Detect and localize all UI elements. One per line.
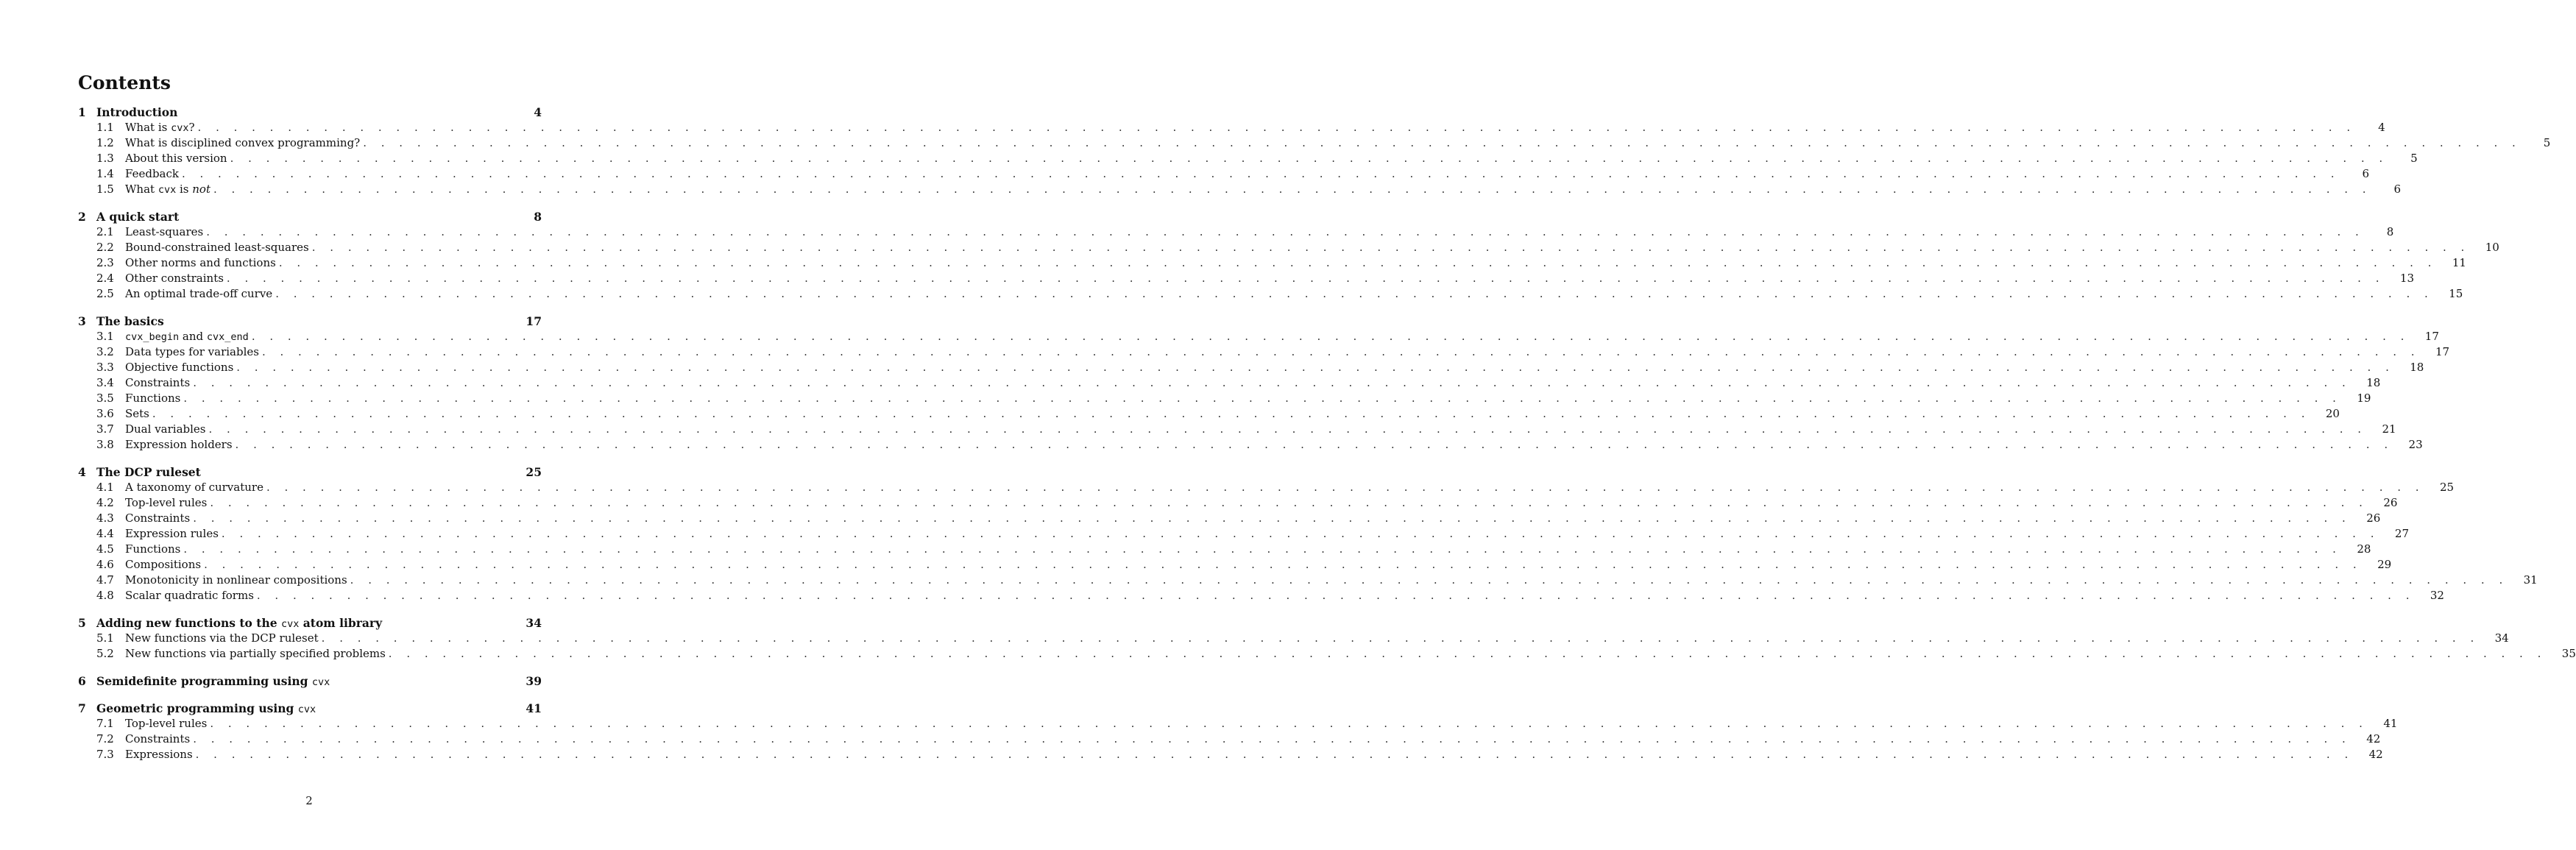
dot-leader: . . . . . . . . . . . . . . . . . . . . . . . . . . . . . . . . . . . . . . . . . . . . . . . . . . . . . . . . . . . . . . . . . . . . . . . . . . . . . . . . . . . . . . . . . . . . . . . . . . . . . . . . . . . . . . . . . . . . . . . .: [206, 225, 2365, 238]
section-page-number: 42: [2368, 748, 2383, 761]
chapter-spacer: [78, 603, 542, 615]
dot-leader: . . . . . . . . . . . . . . . . . . . . . . . . . . . . . . . . . . . . . . . . . . . . . . . . . . . . . . . . . . . . . . . . . . . . . . . . . . . . . . . . . . . . . . . . . . . . . . . . . . . . . . . . . . . . . . . . . . . . . . . .: [261, 345, 2421, 358]
section-number: 2.4: [96, 272, 114, 285]
toc-section-entry[interactable]: [78, 375, 2381, 391]
chapter-title: [96, 615, 526, 632]
section-title: [125, 422, 209, 437]
title-fragment: Constraints: [125, 376, 191, 389]
section-page-number: 25: [2439, 481, 2455, 494]
chapter-spacer: [78, 197, 542, 209]
toc-chapter: [78, 615, 2576, 662]
toc-section-entry[interactable]: [78, 557, 2392, 573]
chapter-title: [96, 464, 526, 480]
section-title: [125, 360, 236, 375]
section-page-number: 35: [2561, 647, 2576, 660]
chapter-title: [96, 701, 526, 718]
chapter-page-number: 8: [534, 210, 542, 224]
title-fragment: cvx_end: [206, 331, 249, 343]
section-number: 4.2: [96, 496, 114, 509]
title-fragment: Geometric programming using: [96, 701, 298, 715]
toc-section-entry[interactable]: [78, 329, 2439, 344]
toc-chapter: [78, 314, 2450, 453]
dot-leader: . . . . . . . . . . . . . . . . . . . . . . . . . . . . . . . . . . . . . . . . . . . . . . . . . . . . . . . . . . . . . . . . . . . . . . . . . . . . . . . . . . . . . . . . . . . . . . . . . . . . . . . . . . . . . . . . . . . . . . . .: [210, 496, 2368, 509]
chapter-number: 3: [78, 314, 86, 328]
title-fragment: cvx: [297, 704, 316, 715]
toc-section-entry[interactable]: [78, 344, 2450, 360]
section-number: 7.2: [96, 732, 114, 745]
section-number: 7.3: [96, 748, 114, 761]
title-fragment: cvx: [171, 122, 189, 134]
chapter-number: 4: [78, 465, 86, 479]
dot-leader: . . . . . . . . . . . . . . . . . . . . . . . . . . . . . . . . . . . . . . . . . . . . . . . . . . . . . . . . . . . . . . . . . . . . . . . . . . . . . . . . . . . . . . . . . . . . . . . . . . . . . . . . . . . . . . . . . . . . . . . .: [181, 167, 2340, 180]
title-fragment: Semidefinite programming using: [96, 674, 312, 688]
title-fragment: An optimal trade-off curve: [125, 287, 273, 300]
title-fragment: ?: [188, 121, 195, 134]
dot-leader: . . . . . . . . . . . . . . . . . . . . . . . . . . . . . . . . . . . . . . . . . . . . . . . . . . . . . . . . . . . . . . . . . . . . . . . . . . . . . . . . . . . . . . . . . . . . . . . . . . . . . . . . . . . . . . . . . . . . . . . .: [251, 330, 2410, 343]
section-number: 3.7: [96, 422, 114, 436]
section-title: [125, 344, 262, 360]
section-title: [125, 646, 389, 662]
section-title: [125, 480, 266, 495]
title-fragment: cvx: [311, 676, 330, 688]
page-title: Contents: [78, 72, 171, 93]
section-number: 1.4: [96, 167, 114, 180]
section-page-number: 32: [2430, 589, 2444, 602]
toc-section-entry[interactable]: [78, 360, 2424, 375]
title-fragment: Monotonicity in nonlinear compositions: [125, 573, 347, 587]
dot-leader: . . . . . . . . . . . . . . . . . . . . . . . . . . . . . . . . . . . . . . . . . . . . . . . . . . . . . . . . . . . . . . . . . . . . . . . . . . . . . . . . . . . . . . . . . . . . . . . . . . . . . . . . . . . . . . . . . . . . . . . .: [256, 589, 2415, 602]
section-number: 3.6: [96, 407, 114, 420]
chapter-title: [96, 314, 526, 329]
toc-section-entry[interactable]: [78, 747, 2383, 762]
section-title: [125, 135, 363, 151]
toc-section-entry[interactable]: [78, 182, 2402, 197]
section-number: 3.8: [96, 438, 114, 451]
toc-chapter-entry[interactable]: [78, 209, 542, 224]
dot-leader: . . . . . . . . . . . . . . . . . . . . . . . . . . . . . . . . . . . . . . . . . . . . . . . . . . . . . . . . . . . . . . . . . . . . . . . . . . . . . . . . . . . . . . . . . . . . . . . . . . . . . . . . . . . . . . . . . . . . . . . .: [275, 287, 2434, 300]
table-of-contents: [78, 105, 2576, 762]
section-page-number: 27: [2394, 527, 2409, 540]
section-number: 2.5: [96, 287, 114, 300]
section-number: 4.1: [96, 481, 114, 494]
dot-leader: . . . . . . . . . . . . . . . . . . . . . . . . . . . . . . . . . . . . . . . . . . . . . . . . . . . . . . . . . . . . . . . . . . . . . . . . . . . . . . . . . . . . . . . . . . . . . . . . . . . . . . . . . . . . . . . . . . . . . . . .: [226, 272, 2385, 285]
toc-section-entry[interactable]: [78, 646, 2576, 662]
toc-chapter: [78, 673, 542, 689]
chapter-page-number: 17: [526, 314, 542, 328]
title-fragment: Dual variables: [125, 422, 206, 436]
chapter-page-number: 34: [526, 616, 542, 630]
section-title: [125, 271, 227, 286]
section-title: [125, 255, 279, 271]
dot-leader: . . . . . . . . . . . . . . . . . . . . . . . . . . . . . . . . . . . . . . . . . . . . . . . . . . . . . . . . . . . . . . . . . . . . . . . . . . . . . . . . . . . . . . . . . . . . . . . . . . . . . . . . . . . . . . . . . . . . . . . .: [183, 542, 2342, 556]
section-number: 4.4: [96, 527, 114, 540]
dot-leader: . . . . . . . . . . . . . . . . . . . . . . . . . . . . . . . . . . . . . . . . . . . . . . . . . . . . . . . . . . . . . . . . . . . . . . . . . . . . . . . . . . . . . . . . . . . . . . . . . . . . . . . . . . . . . . . . . . . . . . . .: [210, 717, 2368, 730]
section-title: [125, 716, 210, 732]
title-fragment: cvx_begin: [125, 331, 180, 343]
toc-section-entry[interactable]: [78, 391, 2371, 406]
section-title: [125, 166, 182, 182]
toc-section-entry[interactable]: [78, 437, 2423, 453]
chapter-page-number: 25: [526, 465, 542, 479]
title-fragment: atom library: [299, 616, 383, 630]
toc-chapter-entry[interactable]: [78, 673, 542, 689]
section-number: 3.3: [96, 361, 114, 374]
toc-section-entry[interactable]: [78, 588, 2444, 603]
title-fragment: is: [176, 183, 193, 196]
section-title: [125, 495, 210, 511]
dot-leader: . . . . . . . . . . . . . . . . . . . . . . . . . . . . . . . . . . . . . . . . . . . . . . . . . . . . . . . . . . . . . . . . . . . . . . . . . . . . . . . . . . . . . . . . . . . . . . . . . . . . . . . . . . . . . . . . . . . . . . . .: [193, 376, 2352, 389]
section-title: [125, 526, 222, 542]
title-fragment: The basics: [96, 314, 164, 328]
toc-section-entry[interactable]: [78, 542, 2371, 557]
section-title: [125, 747, 196, 762]
section-page-number: 15: [2449, 287, 2463, 300]
section-title: [125, 557, 204, 573]
section-title: [125, 391, 183, 406]
toc-section-entry[interactable]: [78, 271, 2414, 286]
dot-leader: . . . . . . . . . . . . . . . . . . . . . . . . . . . . . . . . . . . . . . . . . . . . . . . . . . . . . . . . . . . . . . . . . . . . . . . . . . . . . . . . . . . . . . . . . . . . . . . . . . . . . . . . . . . . . . . . . . . . . . . .: [208, 422, 2367, 436]
toc-chapter: [78, 701, 2398, 762]
title-fragment: Feedback: [125, 167, 179, 180]
title-fragment: Least-squares: [125, 225, 204, 238]
title-fragment: A taxonomy of curvature: [125, 481, 263, 494]
chapter-spacer: [78, 662, 542, 673]
section-title: [125, 120, 198, 136]
title-fragment: and: [179, 330, 207, 343]
chapter-number: 6: [78, 674, 86, 688]
section-page-number: 29: [2377, 558, 2392, 571]
dot-leader: . . . . . . . . . . . . . . . . . . . . . . . . . . . . . . . . . . . . . . . . . . . . . . . . . . . . . . . . . . . . . . . . . . . . . . . . . . . . . . . . . . . . . . . . . . . . . . . . . . . . . . . . . . . . . . . . . . . . . . . .: [197, 121, 2356, 134]
dot-leader: . . . . . . . . . . . . . . . . . . . . . . . . . . . . . . . . . . . . . . . . . . . . . . . . . . . . . . . . . . . . . . . . . . . . . . . . . . . . . . . . . . . . . . . . . . . . . . . . . . . . . . . . . . . . . . . . . . . . . . . .: [278, 256, 2437, 269]
section-number: 3.4: [96, 376, 114, 389]
section-page-number: 19: [2357, 392, 2371, 405]
section-page-number: 11: [2452, 256, 2466, 269]
toc-section-entry[interactable]: [78, 286, 2463, 302]
toc-chapter: [78, 464, 2538, 603]
title-fragment: Objective functions: [125, 361, 234, 374]
title-fragment: Scalar quadratic forms: [125, 589, 254, 602]
toc-chapter-entry[interactable]: [78, 105, 542, 120]
dot-leader: . . . . . . . . . . . . . . . . . . . . . . . . . . . . . . . . . . . . . . . . . . . . . . . . . . . . . . . . . . . . . . . . . . . . . . . . . . . . . . . . . . . . . . . . . . . . . . . . . . . . . . . . . . . . . . . . . . . . . . . .: [388, 647, 2547, 660]
toc-section-entry[interactable]: [78, 716, 2398, 732]
title-fragment: Other constraints: [125, 272, 224, 285]
dot-leader: . . . . . . . . . . . . . . . . . . . . . . . . . . . . . . . . . . . . . . . . . . . . . . . . . . . . . . . . . . . . . . . . . . . . . . . . . . . . . . . . . . . . . . . . . . . . . . . . . . . . . . . . . . . . . . . . . . . . . . . .: [311, 241, 2470, 254]
toc-section-entry[interactable]: [78, 135, 2551, 151]
chapter-number: 2: [78, 210, 86, 224]
dot-leader: . . . . . . . . . . . . . . . . . . . . . . . . . . . . . . . . . . . . . . . . . . . . . . . . . . . . . . . . . . . . . . . . . . . . . . . . . . . . . . . . . . . . . . . . . . . . . . . . . . . . . . . . . . . . . . . . . . . . . . . .: [213, 183, 2372, 196]
section-title: [125, 588, 257, 603]
toc-section-entry[interactable]: [78, 573, 2538, 588]
section-title: [125, 437, 236, 453]
title-fragment: Sets: [125, 407, 149, 420]
dot-leader: . . . . . . . . . . . . . . . . . . . . . . . . . . . . . . . . . . . . . . . . . . . . . . . . . . . . . . . . . . . . . . . . . . . . . . . . . . . . . . . . . . . . . . . . . . . . . . . . . . . . . . . . . . . . . . . . . . . . . . . .: [221, 527, 2379, 540]
section-title: [125, 329, 252, 345]
section-page-number: 26: [2366, 511, 2381, 525]
section-page-number: 41: [2383, 717, 2398, 730]
toc-section-entry[interactable]: [78, 480, 2455, 495]
chapter-number: 1: [78, 105, 86, 119]
title-fragment: cvx: [158, 184, 177, 196]
dot-leader: . . . . . . . . . . . . . . . . . . . . . . . . . . . . . . . . . . . . . . . . . . . . . . . . . . . . . . . . . . . . . . . . . . . . . . . . . . . . . . . . . . . . . . . . . . . . . . . . . . . . . . . . . . . . . . . . . . . . . . . .: [235, 438, 2393, 451]
section-title: [125, 240, 312, 255]
chapter-spacer: [78, 453, 542, 464]
section-page-number: 6: [2393, 183, 2402, 196]
section-title: [125, 406, 152, 422]
chapter-title: [96, 673, 526, 690]
toc-section-entry[interactable]: [78, 166, 2370, 182]
section-title: [125, 573, 350, 588]
section-number: 4.3: [96, 511, 114, 525]
toc-chapter-entry[interactable]: [78, 615, 542, 631]
toc-chapter-entry[interactable]: [78, 701, 542, 716]
section-number: 5.2: [96, 647, 114, 660]
title-fragment: New functions via partially specified problems: [125, 647, 386, 660]
page-number: 2: [305, 794, 313, 807]
section-title: [125, 542, 183, 557]
section-page-number: 26: [2383, 496, 2398, 509]
toc-chapter: [78, 209, 2499, 302]
section-page-number: 21: [2382, 422, 2396, 436]
dot-leader: . . . . . . . . . . . . . . . . . . . . . . . . . . . . . . . . . . . . . . . . . . . . . . . . . . . . . . . . . . . . . . . . . . . . . . . . . . . . . . . . . . . . . . . . . . . . . . . . . . . . . . . . . . . . . . . . . . . . . . . .: [350, 573, 2508, 587]
title-fragment: Other norms and functions: [125, 256, 276, 269]
section-page-number: 6: [2362, 167, 2370, 180]
title-fragment: not: [192, 183, 210, 196]
dot-leader: . . . . . . . . . . . . . . . . . . . . . . . . . . . . . . . . . . . . . . . . . . . . . . . . . . . . . . . . . . . . . . . . . . . . . . . . . . . . . . . . . . . . . . . . . . . . . . . . . . . . . . . . . . . . . . . . . . . . . . . .: [363, 136, 2522, 149]
chapter-page-number: 39: [526, 674, 542, 688]
section-page-number: 42: [2366, 732, 2381, 745]
title-fragment: About this version: [125, 152, 227, 165]
dot-leader: . . . . . . . . . . . . . . . . . . . . . . . . . . . . . . . . . . . . . . . . . . . . . . . . . . . . . . . . . . . . . . . . . . . . . . . . . . . . . . . . . . . . . . . . . . . . . . . . . . . . . . . . . . . . . . . . . . . . . . . .: [195, 748, 2354, 761]
dot-leader: . . . . . . . . . . . . . . . . . . . . . . . . . . . . . . . . . . . . . . . . . . . . . . . . . . . . . . . . . . . . . . . . . . . . . . . . . . . . . . . . . . . . . . . . . . . . . . . . . . . . . . . . . . . . . . . . . . . . . . . .: [183, 392, 2342, 405]
title-fragment: A quick start: [96, 210, 180, 224]
title-fragment: Functions: [125, 542, 181, 556]
title-fragment: Expressions: [125, 748, 193, 761]
section-page-number: 20: [2325, 407, 2340, 420]
toc-section-entry[interactable]: [78, 255, 2466, 271]
toc-section-entry[interactable]: [78, 224, 2394, 240]
title-fragment: Introduction: [96, 105, 178, 119]
chapter-title: [96, 105, 534, 120]
dot-leader: . . . . . . . . . . . . . . . . . . . . . . . . . . . . . . . . . . . . . . . . . . . . . . . . . . . . . . . . . . . . . . . . . . . . . . . . . . . . . . . . . . . . . . . . . . . . . . . . . . . . . . . . . . . . . . . . . . . . . . . .: [193, 511, 2352, 525]
section-number: 4.8: [96, 589, 114, 602]
dot-leader: . . . . . . . . . . . . . . . . . . . . . . . . . . . . . . . . . . . . . . . . . . . . . . . . . . . . . . . . . . . . . . . . . . . . . . . . . . . . . . . . . . . . . . . . . . . . . . . . . . . . . . . . . . . . . . . . . . . . . . . .: [204, 558, 2363, 571]
chapter-page-number: 4: [534, 105, 542, 119]
toc-section-entry[interactable]: [78, 151, 2418, 166]
section-page-number: 17: [2424, 330, 2439, 343]
section-number: 3.2: [96, 345, 114, 358]
toc-section-entry[interactable]: [78, 631, 2509, 646]
section-title: [125, 732, 193, 747]
section-title: [125, 511, 193, 526]
title-fragment: Adding new functions to the: [96, 616, 281, 630]
title-fragment: Constraints: [125, 511, 191, 525]
section-number: 3.5: [96, 392, 114, 405]
section-title: [125, 375, 193, 391]
chapter-number: 7: [78, 701, 86, 715]
title-fragment: Constraints: [125, 732, 191, 745]
chapter-title: [96, 209, 534, 224]
dot-leader: . . . . . . . . . . . . . . . . . . . . . . . . . . . . . . . . . . . . . . . . . . . . . . . . . . . . . . . . . . . . . . . . . . . . . . . . . . . . . . . . . . . . . . . . . . . . . . . . . . . . . . . . . . . . . . . . . . . . . . . .: [230, 152, 2388, 165]
section-page-number: 17: [2435, 345, 2450, 358]
section-number: 1.2: [96, 136, 114, 149]
toc-chapter: [78, 105, 2551, 197]
section-number: 1.3: [96, 152, 114, 165]
section-title: [125, 286, 275, 302]
title-fragment: What is: [125, 121, 171, 134]
title-fragment: The DCP ruleset: [96, 465, 201, 479]
toc-section-entry[interactable]: [78, 422, 2396, 437]
section-number: 4.7: [96, 573, 114, 587]
toc-section-entry[interactable]: [78, 526, 2409, 542]
chapter-page-number: 41: [526, 701, 542, 715]
section-page-number: 4: [2378, 121, 2385, 134]
dot-leader: . . . . . . . . . . . . . . . . . . . . . . . . . . . . . . . . . . . . . . . . . . . . . . . . . . . . . . . . . . . . . . . . . . . . . . . . . . . . . . . . . . . . . . . . . . . . . . . . . . . . . . . . . . . . . . . . . . . . . . . .: [321, 631, 2480, 645]
dot-leader: . . . . . . . . . . . . . . . . . . . . . . . . . . . . . . . . . . . . . . . . . . . . . . . . . . . . . . . . . . . . . . . . . . . . . . . . . . . . . . . . . . . . . . . . . . . . . . . . . . . . . . . . . . . . . . . . . . . . . . . .: [266, 481, 2425, 494]
section-number: 7.1: [96, 717, 114, 730]
toc-section-entry[interactable]: [78, 495, 2398, 511]
toc-section-entry[interactable]: [78, 732, 2381, 747]
section-page-number: 8: [2386, 225, 2394, 238]
chapter-spacer: [78, 689, 542, 701]
toc-section-entry[interactable]: [78, 406, 2340, 422]
title-fragment: Expression rules: [125, 527, 219, 540]
toc-section-entry[interactable]: [78, 120, 2385, 135]
section-page-number: 5: [2410, 152, 2418, 165]
toc-section-entry[interactable]: [78, 511, 2381, 526]
title-fragment: cvx: [280, 618, 300, 630]
section-title: [125, 182, 213, 198]
section-title: [125, 151, 230, 166]
section-number: 3.1: [96, 330, 114, 343]
section-number: 1.1: [96, 121, 114, 134]
section-page-number: 13: [2399, 272, 2414, 285]
toc-chapter-entry[interactable]: [78, 314, 542, 329]
title-fragment: Top-level rules: [125, 496, 208, 509]
section-title: [125, 224, 206, 240]
dot-leader: . . . . . . . . . . . . . . . . . . . . . . . . . . . . . . . . . . . . . . . . . . . . . . . . . . . . . . . . . . . . . . . . . . . . . . . . . . . . . . . . . . . . . . . . . . . . . . . . . . . . . . . . . . . . . . . . . . . . . . . .: [193, 732, 2352, 745]
section-page-number: 34: [2494, 631, 2509, 645]
section-number: 2.1: [96, 225, 114, 238]
title-fragment: Functions: [125, 392, 181, 405]
chapter-number: 5: [78, 616, 86, 630]
dot-leader: . . . . . . . . . . . . . . . . . . . . . . . . . . . . . . . . . . . . . . . . . . . . . . . . . . . . . . . . . . . . . . . . . . . . . . . . . . . . . . . . . . . . . . . . . . . . . . . . . . . . . . . . . . . . . . . . . . . . . . . .: [236, 361, 2395, 374]
section-number: 2.3: [96, 256, 114, 269]
section-title: [125, 631, 322, 646]
section-number: 2.2: [96, 241, 114, 254]
section-page-number: 10: [2485, 241, 2499, 254]
section-page-number: 31: [2523, 573, 2538, 587]
section-number: 5.1: [96, 631, 114, 645]
chapter-spacer: [78, 302, 542, 314]
dot-leader: . . . . . . . . . . . . . . . . . . . . . . . . . . . . . . . . . . . . . . . . . . . . . . . . . . . . . . . . . . . . . . . . . . . . . . . . . . . . . . . . . . . . . . . . . . . . . . . . . . . . . . . . . . . . . . . . . . . . . . . .: [152, 407, 2310, 420]
toc-chapter-entry[interactable]: [78, 464, 542, 480]
section-number: 1.5: [96, 183, 114, 196]
title-fragment: New functions via the DCP ruleset: [125, 631, 319, 645]
title-fragment: Data types for variables: [125, 345, 259, 358]
title-fragment: What: [125, 183, 158, 196]
section-number: 4.5: [96, 542, 114, 556]
title-fragment: Bound-constrained least-squares: [125, 241, 309, 254]
section-page-number: 18: [2410, 361, 2424, 374]
section-number: 4.6: [96, 558, 114, 571]
title-fragment: What is disciplined convex programming?: [125, 136, 361, 149]
toc-section-entry[interactable]: [78, 240, 2499, 255]
section-page-number: 5: [2543, 136, 2551, 149]
section-page-number: 18: [2366, 376, 2381, 389]
section-page-number: 28: [2357, 542, 2371, 556]
title-fragment: Compositions: [125, 558, 202, 571]
title-fragment: Top-level rules: [125, 717, 208, 730]
section-page-number: 23: [2408, 438, 2423, 451]
title-fragment: Expression holders: [125, 438, 233, 451]
